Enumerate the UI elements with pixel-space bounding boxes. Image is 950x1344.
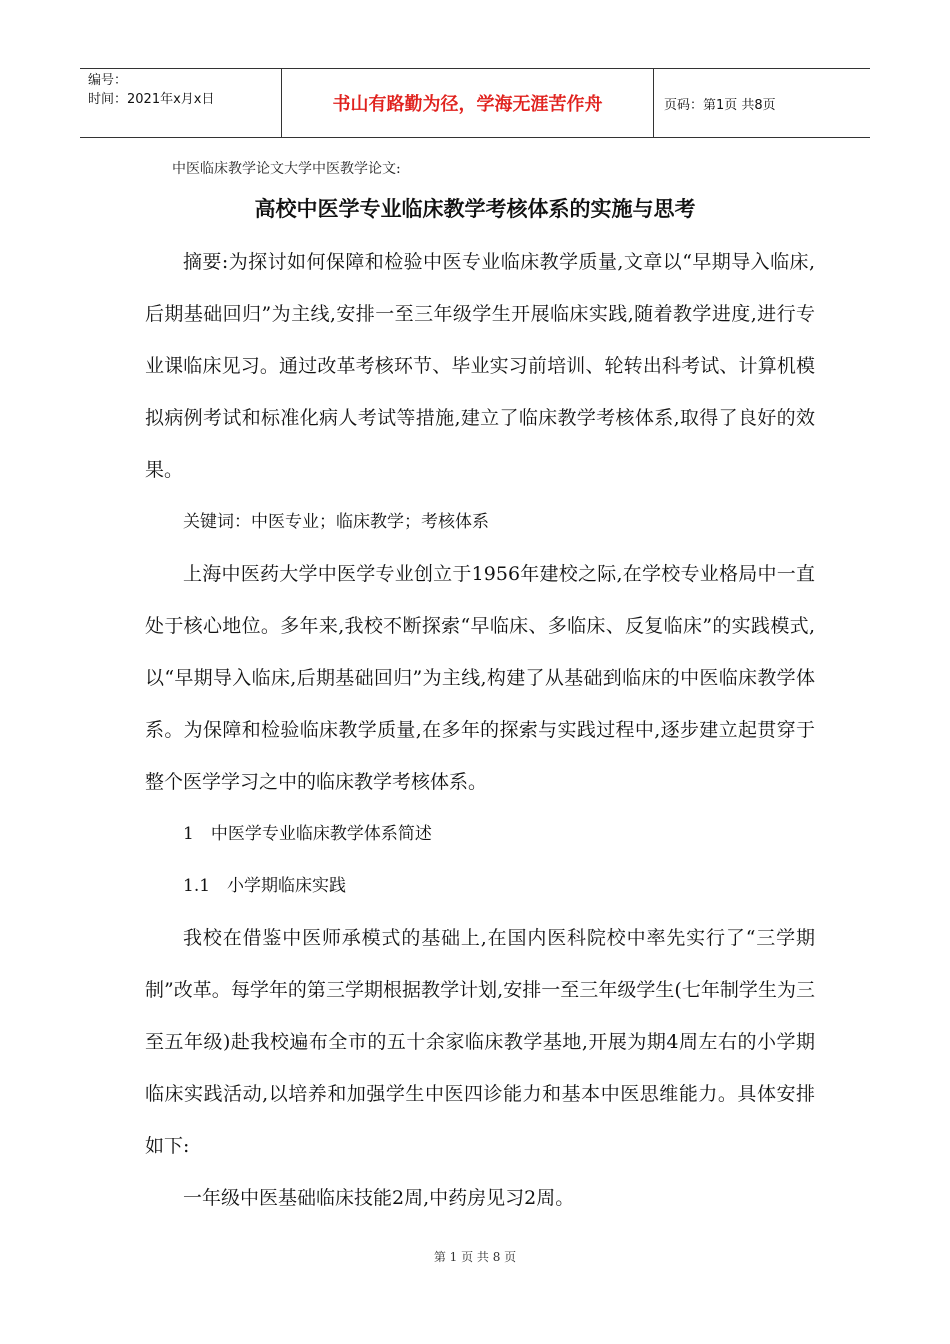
document-header bbox=[80, 68, 870, 138]
subsection-heading: 1.1 小学期临床实践 bbox=[183, 876, 347, 896]
page-footer: 第 1 页 共 8 页 bbox=[433, 1250, 517, 1264]
header-page-info: 页码：第1页 共8页 bbox=[664, 97, 776, 113]
keywords-paragraph: 关键词：中医专业；临床教学；考核体系 bbox=[183, 512, 489, 532]
header-meta bbox=[80, 69, 282, 137]
abstract-paragraph: 摘要:为探讨如何保障和检验中医专业临床教学质量,文章以“早期导入临床,后期基础回归”为主线,安排一至三年级学生开展临床实践,随着教学进度,进行专业课临床见习。通过改革考核环节、毕业实习前培训、轮转出科考试、计算机模拟病例考试和标准化病人考试等措施,建立了临床教学考核体系,取得了良好的效果。 bbox=[145, 251, 815, 481]
page-title: 高校中医学专业临床教学考核体系的实施与思考 bbox=[254, 197, 696, 221]
intro-paragraph: 上海中医药大学中医学专业创立于1956年建校之际,在学校专业格局中一直处于核心地位。多年来,我校不断探索“早临床、多临床、反复临床”的实践模式,以“早期导入临床,后期基础回归”为主线,构建了从基础到临床的中医临床教学体系。为保障和检验临床教学质量,在多年的探索与实践过程中,逐步建立起贯穿于整个医学学习之中的临床教学考核体系。 bbox=[145, 563, 815, 793]
date-label: 时间：2021年x月x日 bbox=[88, 92, 215, 107]
number-label: 编号： bbox=[88, 73, 128, 88]
document-body bbox=[145, 236, 815, 1224]
preface-line: 中医临床教学论文大学中医教学论文: bbox=[172, 161, 401, 177]
header-motto: 书山有路勤为径，学海无涯苦作舟 bbox=[282, 69, 654, 137]
section-heading: 1 中医学专业临床教学体系简述 bbox=[183, 824, 432, 844]
body-paragraph: 一年级中医基础临床技能2周,中药房见习2周。 bbox=[183, 1187, 575, 1209]
body-paragraph: 我校在借鉴中医师承模式的基础上,在国内医科院校中率先实行了“三学期制”改革。每学年的第三学期根据教学计划,安排一至三年级学生(七年制学生为三至五年级)赴我校遍布全市的五十余家临床教学基地,开展为期4周左右的小学期临床实践活动,以培养和加强学生中医四诊能力和基本中医思维能力。具体安排如下: bbox=[145, 927, 815, 1157]
